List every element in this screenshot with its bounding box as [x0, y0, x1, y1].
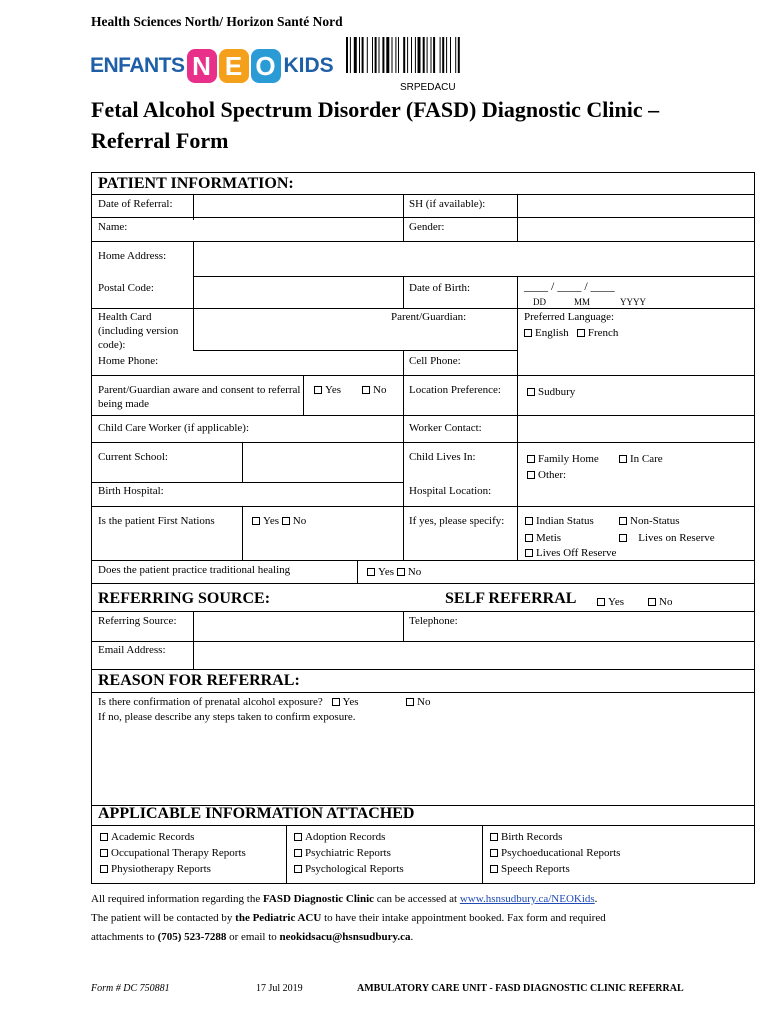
dob-blank: ____ / ____ / ____ [524, 279, 615, 293]
hospital-location-label: Hospital Location: [409, 485, 492, 497]
barcode-bar [392, 37, 393, 73]
postal-code-label: Postal Code: [98, 282, 154, 294]
worker-contact-label: Worker Contact: [409, 422, 482, 434]
ot-reports-option: Occupational Therapy Reports [100, 845, 246, 861]
barcode-bar [446, 37, 447, 73]
barcode-text: SRPEDACU [400, 82, 456, 93]
academic-records-option: Academic Records [100, 829, 246, 845]
barcode [346, 37, 496, 73]
footer-instructions [91, 890, 761, 947]
if-yes-specify-label: If yes, please specify: [409, 515, 505, 527]
consent-no-checkbox[interactable] [362, 386, 370, 394]
consent-yes-checkbox[interactable] [314, 386, 322, 394]
barcode-bar [455, 37, 456, 73]
adoption-records-option: Adoption Records [294, 829, 404, 845]
family-home-checkbox[interactable] [527, 455, 535, 463]
child-care-worker-label: Child Care Worker (if applicable): [98, 422, 250, 434]
lives-on-reserve-checkbox[interactable] [619, 534, 627, 542]
home-phone-label: Home Phone: [98, 355, 159, 367]
child-lives-in-label: Child Lives In: [409, 451, 476, 463]
confirm-steps-question: If no, please describe any steps taken to confirm exposure. [98, 711, 356, 723]
parent-guardian-label: Parent/Guardian: [391, 311, 467, 323]
consent-no: No [362, 383, 386, 397]
speech-reports-option: Speech Reports [490, 861, 620, 877]
form-title: Fetal Alcohol Spectrum Disorder (FASD) Diagnostic Clinic – Referral Form [91, 97, 660, 153]
first-nations-no-checkbox[interactable] [282, 517, 290, 525]
barcode-bar [403, 37, 405, 73]
self-referral-yes: Yes [597, 595, 624, 609]
dob-dd-label: DD [533, 297, 546, 307]
name-label: Name: [98, 221, 128, 233]
speech-reports-checkbox[interactable] [490, 865, 498, 873]
indian-status-option: Indian Status [525, 514, 594, 528]
traditional-healing-no-checkbox[interactable] [397, 568, 405, 576]
birth-records-option: Birth Records [490, 829, 620, 845]
lives-off-reserve-option: Lives Off Reserve [525, 546, 616, 560]
psychoeducational-reports-option: Psychoeducational Reports [490, 845, 620, 861]
barcode-bar [440, 37, 441, 73]
consent-yes: Yes [314, 383, 341, 397]
logo-letter-e: E [219, 49, 249, 83]
dob-mm-label: MM [574, 297, 591, 307]
form-date: 17 Jul 2019 [256, 983, 303, 994]
barcode-bar [395, 37, 396, 73]
barcode-bar [367, 37, 368, 73]
birth-hospital-label: Birth Hospital: [98, 485, 164, 497]
attached-column-3 [490, 829, 620, 877]
barcode-bar [346, 37, 348, 73]
other-checkbox[interactable] [527, 471, 535, 479]
non-status-checkbox[interactable] [619, 517, 627, 525]
dob-yyyy-label: YYYY [620, 297, 646, 307]
home-address-label: Home Address: [98, 250, 167, 262]
date-of-referral-label: Date of Referral: [98, 198, 173, 210]
location-preference-label: Location Preference: [409, 384, 501, 396]
first-nations-yes: Yes No [252, 514, 306, 528]
traditional-healing-options: Yes No [367, 565, 421, 579]
barcode-bar [375, 37, 377, 73]
first-nations-label: Is the patient First Nations [98, 515, 215, 527]
physio-reports-option: Physiotherapy Reports [100, 861, 246, 877]
psychiatric-reports-checkbox[interactable] [294, 849, 302, 857]
attached-column-2 [294, 829, 404, 877]
barcode-bar [433, 37, 435, 73]
neo-kids-logo [90, 46, 334, 86]
barcode-bar [386, 37, 389, 73]
academic-records-checkbox[interactable] [100, 833, 108, 841]
attached-heading: APPLICABLE INFORMATION ATTACHED [98, 805, 415, 822]
self-referral-yes-checkbox[interactable] [597, 598, 605, 606]
psychological-reports-option: Psychological Reports [294, 861, 404, 877]
barcode-bar [442, 37, 444, 73]
barcode-bar [398, 37, 399, 73]
other-option: Other: [527, 468, 566, 482]
footer-line-3: attachments to (705) 523-7288 or email to neokidsacu@hsnsudbury.ca. [91, 931, 414, 943]
prenatal-no-checkbox[interactable] [406, 698, 414, 706]
contact-email: neokidsacu@hsnsudbury.ca [279, 931, 411, 943]
physio-reports-checkbox[interactable] [100, 865, 108, 873]
prenatal-no: No [406, 695, 430, 709]
attached-column-1 [100, 829, 246, 877]
birth-records-checkbox[interactable] [490, 833, 498, 841]
french-label: French [587, 327, 619, 339]
barcode-bar [431, 37, 432, 73]
preferred-language-label: Preferred Language: [524, 311, 615, 323]
first-nations-yes-checkbox[interactable] [252, 517, 260, 525]
indian-status-checkbox[interactable] [525, 517, 533, 525]
barcode-bar [379, 37, 380, 73]
barcode-bar [359, 37, 360, 73]
email-address-label: Email Address: [98, 644, 166, 656]
barcode-bar [411, 37, 412, 73]
barcode-bar [407, 37, 408, 73]
referring-source-label: Referring Source: [98, 615, 177, 627]
adoption-records-checkbox[interactable] [294, 833, 302, 841]
health-card-label: Health Card (including version code): [98, 311, 179, 351]
unit-name: AMBULATORY CARE UNIT - FASD DIAGNOSTIC CLINIC REFERRAL [357, 983, 684, 994]
patient-info-heading: PATIENT INFORMATION: [98, 175, 294, 192]
psychoeducational-reports-checkbox[interactable] [490, 849, 498, 857]
barcode-bar [354, 37, 357, 73]
barcode-bar [427, 37, 428, 73]
telephone-label: Telephone: [409, 615, 458, 627]
language-options [524, 326, 618, 340]
referring-source-heading: REFERRING SOURCE: [98, 590, 271, 607]
english-checkbox[interactable] [524, 329, 532, 337]
self-referral-heading: SELF REFERRAL [445, 590, 577, 607]
barcode-bar [418, 37, 421, 73]
in-care-option: In Care [619, 452, 663, 466]
barcode-bar [423, 37, 425, 73]
in-care-checkbox[interactable] [619, 455, 627, 463]
form-number: Form # DC 750881 [91, 983, 170, 994]
ot-reports-checkbox[interactable] [100, 849, 108, 857]
gender-label: Gender: [409, 221, 445, 233]
barcode-bar [350, 37, 351, 73]
sudbury-option: Sudbury [527, 385, 575, 399]
metis-option: Metis [525, 531, 561, 545]
referral-form [91, 172, 755, 884]
barcode-bar [450, 37, 451, 73]
sudbury-checkbox[interactable] [527, 388, 535, 396]
neokids-link[interactable]: www.hsnsudbury.ca/NEOKids [459, 893, 595, 905]
logo-enfants-text: ENFANTS [90, 54, 185, 77]
footer-line-1: All required information regarding the FASD Diagnostic Clinic can be accessed at www.hsnsudbury.ca/NEOKids. [91, 893, 598, 905]
reason-heading: REASON FOR REFERRAL: [98, 672, 300, 689]
logo-letter-n: N [187, 49, 217, 83]
metis-checkbox[interactable] [525, 534, 533, 542]
psychological-reports-checkbox[interactable] [294, 865, 302, 873]
barcode-bar [382, 37, 384, 73]
date-of-birth-label: Date of Birth: [409, 282, 471, 294]
barcode-bar [372, 37, 373, 73]
barcode-bar [362, 37, 364, 73]
barcode-bar [415, 37, 416, 73]
logo-letter-o: O [251, 49, 281, 83]
cell-phone-label: Cell Phone: [409, 355, 461, 367]
barcode-bar [458, 37, 460, 73]
psychiatric-reports-option: Psychiatric Reports [294, 845, 404, 861]
footer-line-2: The patient will be contacted by the Pediatric ACU to have their intake appointment booked. Fax form and required [91, 912, 606, 924]
non-status-option: Non-Status [619, 514, 680, 528]
french-checkbox[interactable] [577, 329, 585, 337]
traditional-healing-label: Does the patient practice traditional healing [98, 564, 291, 576]
lives-off-reserve-checkbox[interactable] [525, 549, 533, 557]
self-referral-no: No [648, 595, 672, 609]
self-referral-no-checkbox[interactable] [648, 598, 656, 606]
sh-label: SH (if available): [409, 198, 486, 210]
traditional-healing-yes-checkbox[interactable] [367, 568, 375, 576]
lives-on-reserve-option: Lives on Reserve [619, 531, 715, 545]
english-label: English [535, 327, 569, 339]
consent-label: Parent/Guardian aware and consent to referral being made [98, 384, 301, 410]
prenatal-yes-checkbox[interactable] [332, 698, 340, 706]
prenatal-exposure-question: Is there confirmation of prenatal alcohol exposure? Yes [98, 696, 359, 708]
current-school-label: Current School: [98, 451, 168, 463]
logo-kids-text: KIDS [283, 54, 334, 77]
organization-name: Health Sciences North/ Horizon Santé Nord [91, 14, 343, 29]
family-home-option: Family Home [527, 452, 599, 466]
